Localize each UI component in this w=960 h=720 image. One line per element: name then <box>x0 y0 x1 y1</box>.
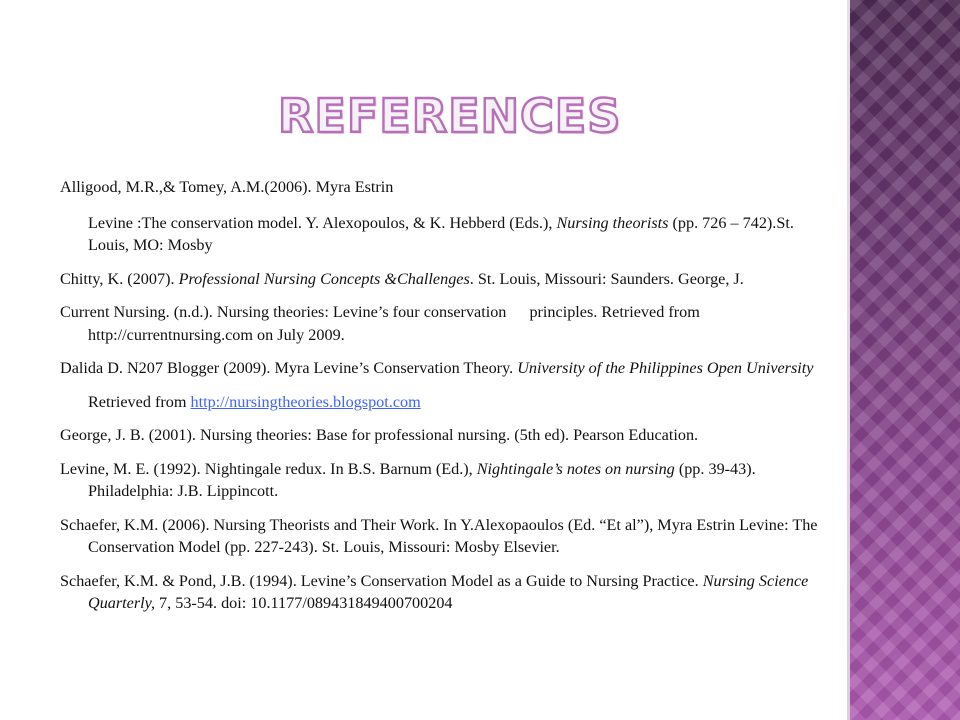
reference-schaefer-2006: Schaefer, K.M. (2006). Nursing Theorists and Their Work. In Y.Alexopaoulos (Ed. “Et al”), Myra Estrin Levine: The Conservation Model (pp. 227-243). St. Louis, Missouri: Mosby Elsevier. <box>60 515 818 556</box>
reference-alligood-lead: Alligood, M.R.,& Tomey, A.M.(2006). Myra Estrin <box>60 178 394 196</box>
references-list <box>60 176 820 626</box>
reference-current-nursing-suffix: principles. Retrieved from http://currentnursing.com on July 2009. <box>88 303 700 344</box>
reference-dalida <box>60 357 820 380</box>
reference-alligood-text-1: Levine :The conservation model. Y. Alexopoulos, & K. Hebberd (Eds.), <box>88 213 553 232</box>
reference-chitty <box>60 268 820 291</box>
reference-dalida-prefix: Dalida D. N207 Blogger (2009). Myra Levine’s Conservation Theory. <box>60 359 514 377</box>
reference-schaefer-1994-italic: Nursing Science Quarterly, <box>88 571 809 612</box>
reference-current-nursing-prefix: Current Nursing. (n.d.). Nursing theories: Levine’s four conservation <box>60 303 507 321</box>
reference-chitty-italic: Professional Nursing Concepts &Challenges <box>178 269 470 288</box>
reference-levine <box>60 458 820 503</box>
reference-george: George, J. B. (2001). Nursing theories: Base for professional nursing. (5th ed). Pearson Education. <box>60 426 699 444</box>
reference-alligood-continuation <box>88 212 820 257</box>
decorative-side-panel <box>850 0 960 720</box>
reference-chitty-prefix: Chitty, K. (2007). <box>60 269 175 288</box>
reference-current-nursing <box>60 301 820 346</box>
reference-chitty-suffix: . St. Louis, Missouri: Saunders. George, J. <box>469 269 744 288</box>
reference-dalida-italic: University of the Philippines Open University <box>517 359 814 377</box>
nursingtheories-link[interactable]: http://nursingtheories.blogspot.com <box>190 392 421 411</box>
reference-dalida-retrieved-prefix: Retrieved from <box>88 392 187 411</box>
slide-title: REFERENCES <box>278 89 622 143</box>
reference-alligood-text-2: (pp. 726 – 742).St. Louis, MO: Mosby <box>88 213 794 254</box>
reference-alligood-italic: Nursing theorists <box>556 213 669 232</box>
reference-schaefer-1994-suffix: 7, 53-54. doi: 10.1177/089431849400700204 <box>159 594 453 612</box>
reference-dalida-retrieved <box>88 391 820 414</box>
reference-levine-prefix: Levine, M. E. (1992). Nightingale redux. In B.S. Barnum (Ed.), <box>60 459 473 478</box>
reference-levine-italic: Nightingale’s notes on nursing <box>476 459 675 478</box>
reference-levine-suffix: (pp. 39-43). Philadelphia: J.B. Lippincott. <box>88 459 756 500</box>
reference-schaefer-1994 <box>60 570 820 615</box>
reference-schaefer-1994-prefix: Schaefer, K.M. & Pond, J.B. (1994). Levine’s Conservation Model as a Guide to Nursing Practice. <box>60 571 699 590</box>
